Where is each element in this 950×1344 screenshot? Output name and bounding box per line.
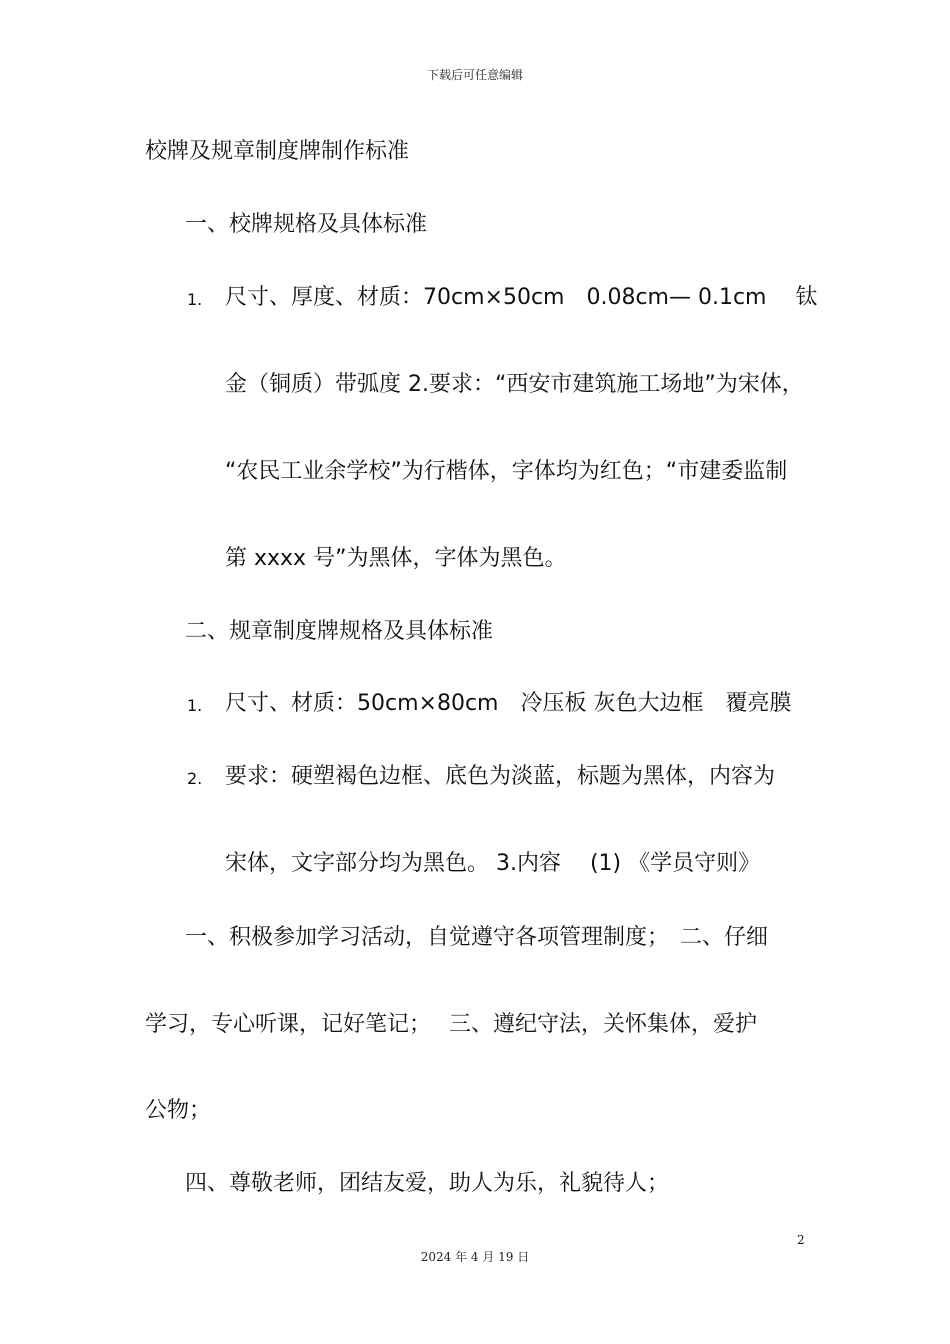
section-1-item-1-line-3: “农民工业余学校”为行楷体，字体均为红色；“市建委监制 bbox=[225, 459, 788, 484]
rules-line-2: 学习，专心听课，记好笔记； 三、遵纪守法，关怀集体，爱护 bbox=[145, 1012, 757, 1037]
section-2-item-2-line-2: 宋体，文字部分均为黑色。 3.内容 (1) 《学员守则》 bbox=[225, 851, 761, 876]
section-1-item-1-line-1: 尺寸、厚度、材质：70cm×50cm 0.08cm— 0.1cm 钛 bbox=[225, 285, 818, 310]
section-2-item-1-number: 1. bbox=[187, 696, 203, 715]
page-header: 下载后可任意编辑 bbox=[426, 68, 523, 82]
section-2-item-2-line-1: 要求：硬塑褐色边框、底色为淡蓝，标题为黑体，内容为 bbox=[225, 764, 776, 789]
rules-line-1: 一、积极参加学习活动，自觉遵守各项管理制度； 二、仔细 bbox=[185, 925, 769, 950]
section-1-item-1-line-4: 第 xxxx 号”为黑体，字体为黑色。 bbox=[225, 546, 567, 571]
section-1-item-1-number: 1. bbox=[187, 290, 203, 309]
rules-line-4: 四、尊敬老师，团结友爱，助人为乐，礼貌待人； bbox=[185, 1171, 670, 1196]
section-2-item-2-number: 2. bbox=[187, 769, 203, 788]
section-1-item-1-line-2: 金（铜质）带弧度 2.要求：“西安市建筑施工场地”为宋体， bbox=[225, 372, 804, 397]
section-1-heading: 一、校牌规格及具体标准 bbox=[185, 212, 428, 237]
section-2-heading: 二、规章制度牌规格及具体标准 bbox=[185, 619, 494, 644]
rules-line-3: 公物； bbox=[145, 1098, 212, 1123]
section-2-item-1-text: 尺寸、材质：50cm×80cm 冷压板 灰色大边框 覆亮膜 bbox=[225, 691, 792, 716]
document-title: 校牌及规章制度牌制作标准 bbox=[145, 139, 410, 164]
page-number: 2 bbox=[797, 1233, 805, 1247]
page-footer-date: 2024 年 4 月 19 日 bbox=[420, 1250, 530, 1264]
